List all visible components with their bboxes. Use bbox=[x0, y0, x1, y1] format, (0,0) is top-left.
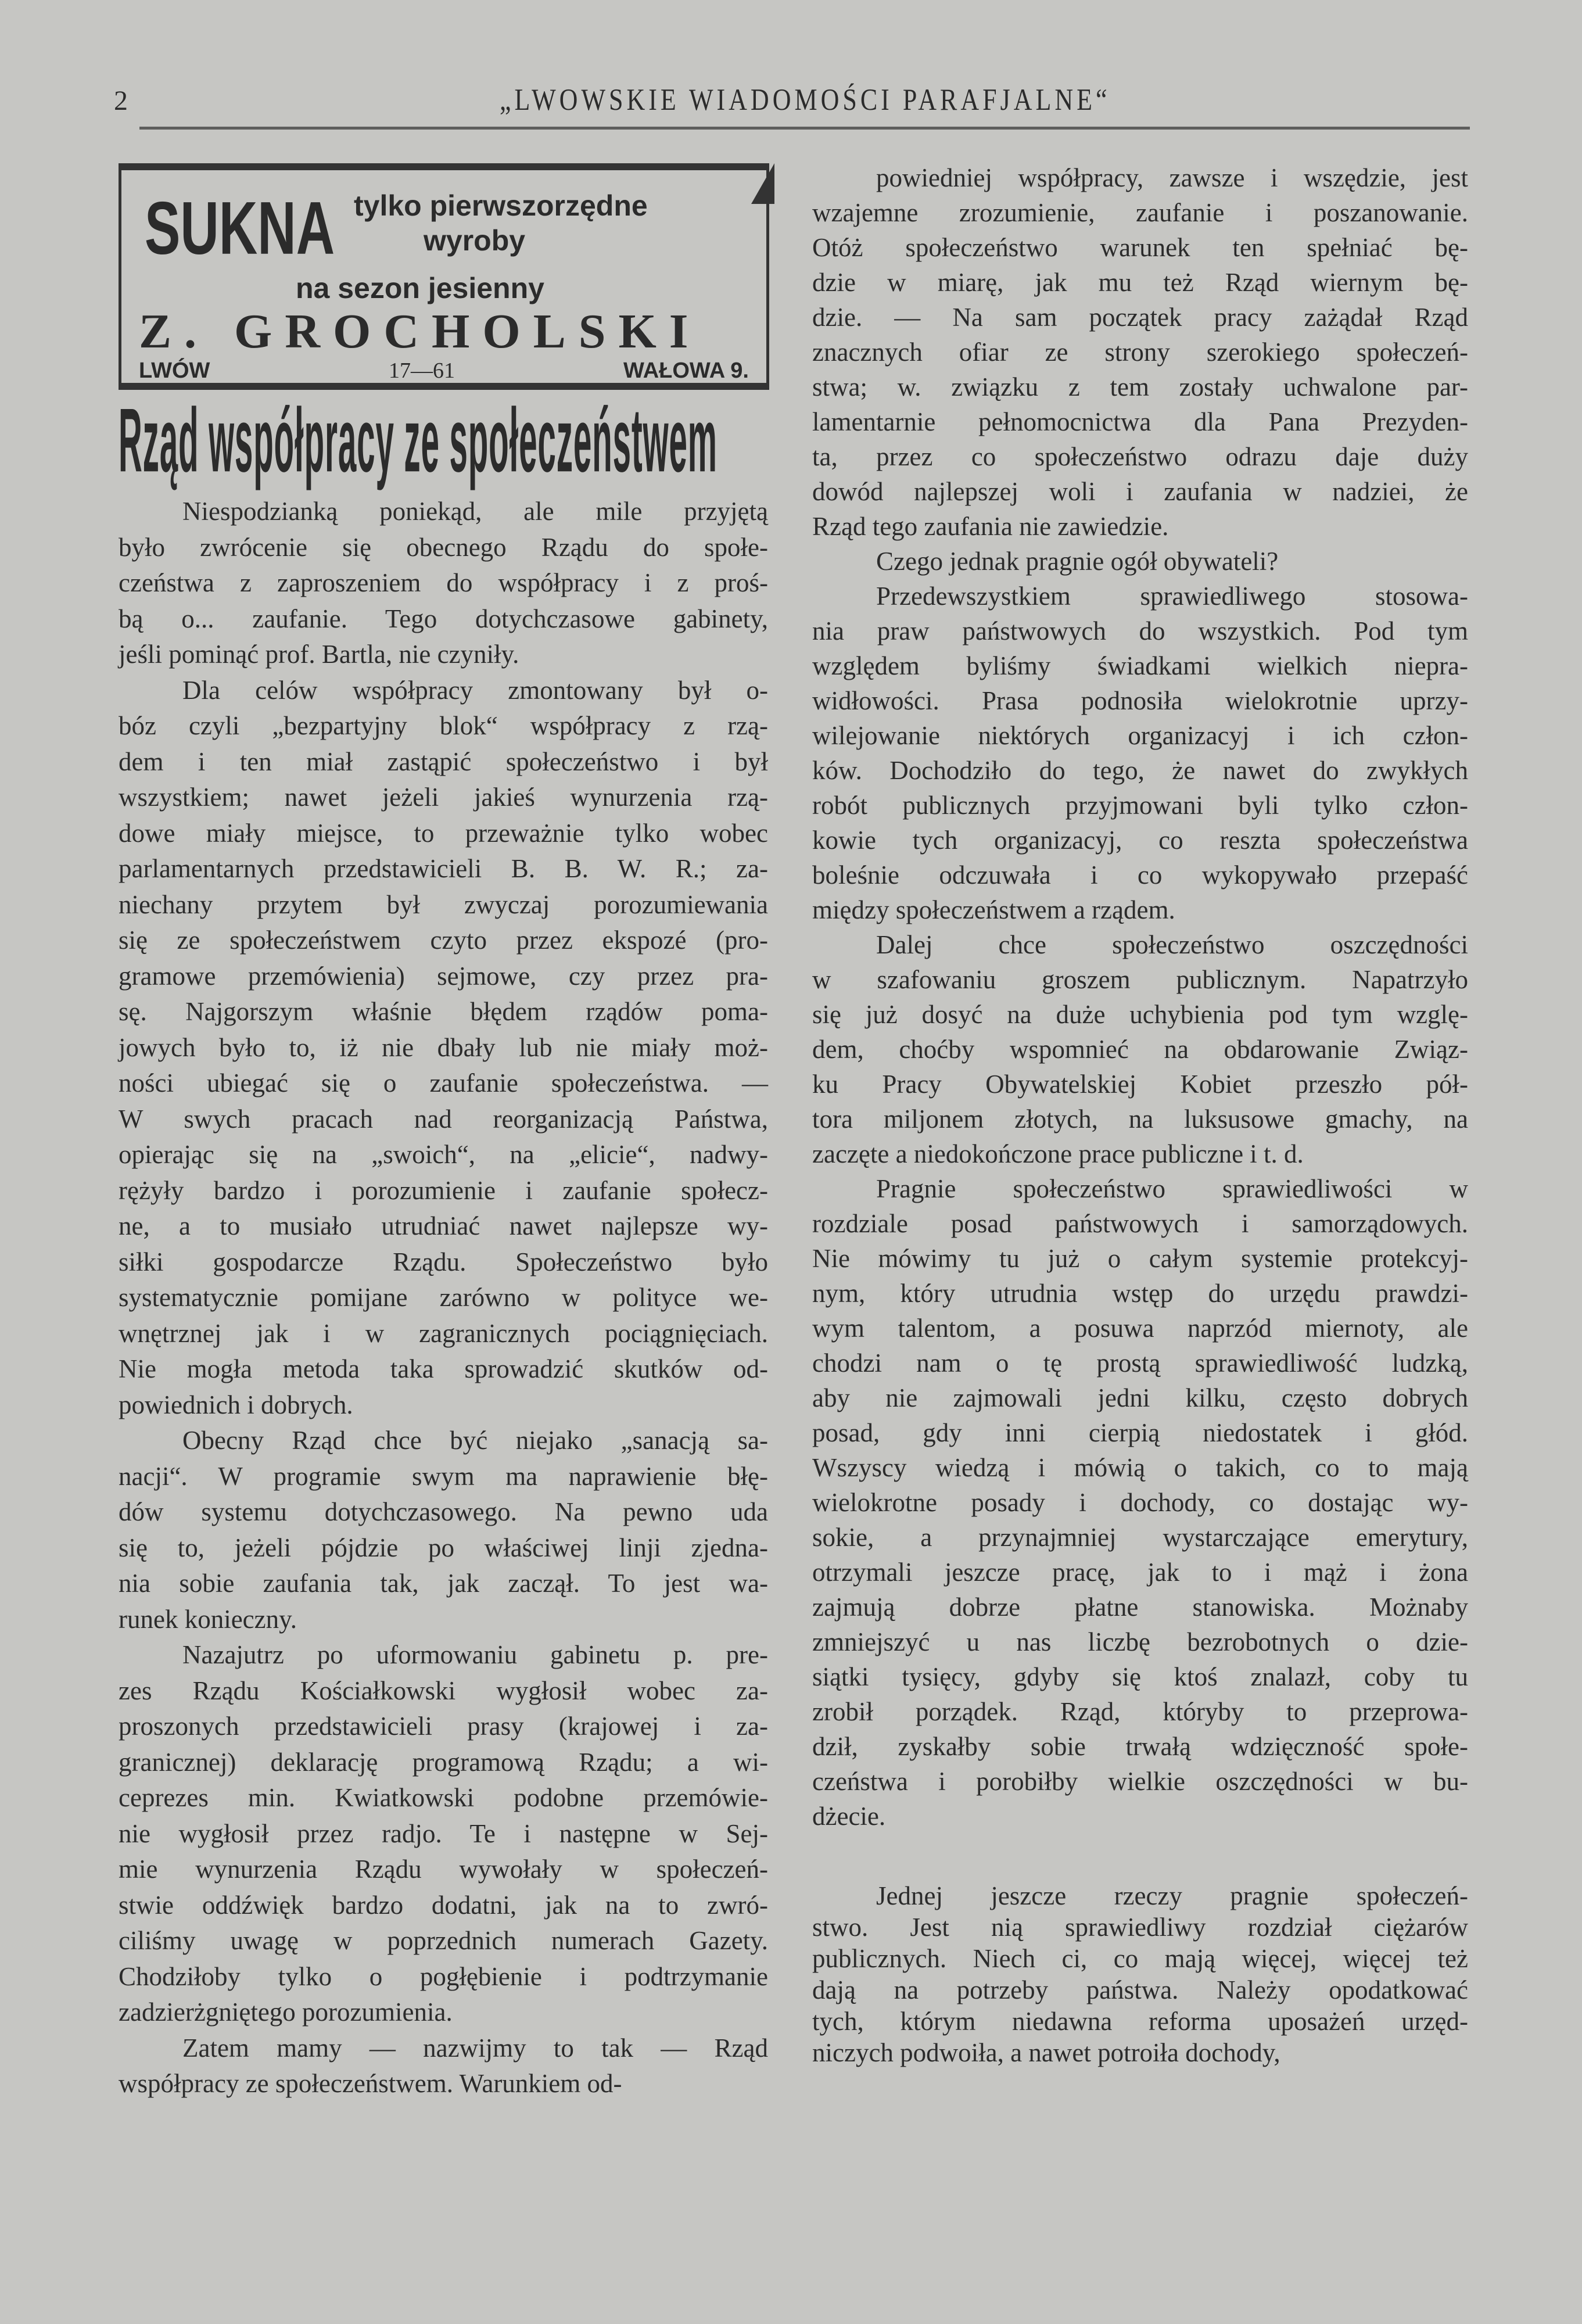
text-line: otrzymali jeszcze pracę, jak to i mąż i żona bbox=[812, 1558, 1468, 1587]
text-line: współpracy ze społeczeństwem. Warunkiem od- bbox=[119, 2069, 622, 2098]
text-line: dowe miały miejsce, to przeważnie tylko wobec bbox=[119, 818, 768, 848]
text-line: jeśli pominąć prof. Bartla, nie czyniły. bbox=[119, 640, 519, 669]
text-line: Nie mogła metoda taka sprowadzić skutków od- bbox=[119, 1354, 768, 1383]
text-line: Zatem mamy — nazwijmy to tak — Rząd bbox=[182, 2033, 768, 2063]
paragraph bbox=[812, 579, 1468, 927]
text-line: Nazajutrz po uformowaniu gabinetu p. pre- bbox=[182, 1640, 768, 1669]
text-line: Jednej jeszcze rzeczy pragnie społeczeń- bbox=[876, 1881, 1468, 1910]
text-line: gramowe przemówienia) sejmowe, czy przez pra- bbox=[119, 961, 768, 991]
text-line: lamentarnie pełnomocnictwa dla Pana Prezyden- bbox=[812, 407, 1468, 436]
ad-address: WAŁOWA 9. bbox=[623, 358, 749, 383]
paragraph bbox=[812, 1880, 1468, 2068]
text-line: wnętrznej jak i w zagranicznych pociągnięciach. bbox=[119, 1318, 768, 1348]
text-line: bóz czyli „bezpartyjny blok“ współpracy z rzą- bbox=[119, 711, 768, 740]
text-line: ne, a to musiało utrudniać nawet najlepsze wy- bbox=[119, 1211, 768, 1240]
text-line: nacji“. W programie swym ma naprawienie błę- bbox=[119, 1461, 768, 1491]
text-line: Przedewszystkiem sprawiedliwego stosowa- bbox=[876, 582, 1468, 611]
text-line: dził, zyskałby sobie trwałą wdzięczność społe- bbox=[812, 1732, 1468, 1761]
text-line: opierając się na „swoich“, na „elicie“, nadwy- bbox=[119, 1140, 768, 1169]
paragraph bbox=[119, 673, 768, 1423]
text-line: Pragnie społeczeństwo sprawiedliwości w bbox=[876, 1174, 1468, 1203]
text-line: publicznych. Niech ci, co mają więcej, więcej też bbox=[812, 1944, 1468, 1973]
text-line: Czego jednak pragnie ogół obywateli? bbox=[876, 547, 1279, 576]
text-line: parlamentarnych przedstawicieli B. B. W. R.; za- bbox=[119, 854, 768, 883]
text-line: Chodziłoby tylko o pogłębienie i podtrzymanie bbox=[119, 1961, 768, 1991]
text-line: rężyły bardzo i porozumienie i zaufanie społecz- bbox=[119, 1175, 768, 1205]
text-line: aby nie zajmowali jedni kilku, często dobrych bbox=[812, 1383, 1468, 1412]
paragraph bbox=[812, 160, 1468, 544]
text-line: w szafowaniu groszem publicznym. Napatrzyło bbox=[812, 965, 1468, 994]
text-line: tych, którym niedawna reforma uposażeń urzęd- bbox=[812, 2007, 1468, 2036]
text-line: nie wygłosił przez radjo. Te i następne w Sej- bbox=[119, 1819, 768, 1848]
text-line: granicznej) deklarację programową Rządu; a wi- bbox=[119, 1747, 768, 1777]
text-line: wszystkiem; nawet jeżeli jakieś wynurzenia rzą- bbox=[119, 783, 768, 812]
text-line: względem byliśmy świadkami wielkich niepra- bbox=[812, 651, 1468, 680]
text-line: powiednich i dobrych. bbox=[119, 1390, 353, 1419]
text-line: Dalej chce społeczeństwo oszczędności bbox=[876, 930, 1468, 959]
text-line: Wszyscy wiedzą i mówią o takich, co to mają bbox=[812, 1453, 1468, 1482]
text-line: sokie, a przynajmniej wystarczające emerytury, bbox=[812, 1523, 1468, 1552]
text-line: kowie tych organizacyj, co reszta społeczeństwa bbox=[812, 826, 1468, 855]
text-line: Otóż społeczeństwo warunek ten spełniać bę- bbox=[812, 233, 1468, 262]
text-line: zaczęte a niedokończone prace publiczne i t. d. bbox=[812, 1139, 1304, 1168]
text-line: znacznych ofiar ze strony szerokiego społeczeń- bbox=[812, 338, 1468, 367]
paragraph bbox=[119, 494, 768, 673]
text-line: ceprezes min. Kwiatkowski podobne przemówie- bbox=[119, 1783, 768, 1812]
text-line: posad, gdy inni cierpią niedostatek i głód. bbox=[812, 1418, 1468, 1447]
text-line: widłowości. Prasa podnosiła wielokrotnie uprzy- bbox=[812, 686, 1468, 715]
text-line: Dla celów współpracy zmontowany był o- bbox=[182, 675, 768, 705]
text-line: dowód najlepszej woli i zaufania w nadziei, że bbox=[812, 477, 1468, 506]
text-line: chodzi nam o tę prostą sprawiedliwość ludzką, bbox=[812, 1349, 1468, 1378]
text-line: się ze społeczeństwem czyto przez ekspozé (pro- bbox=[119, 926, 768, 955]
text-line: dzie w miarę, jak mu też Rząd wiernym bę- bbox=[812, 268, 1468, 297]
paragraph bbox=[119, 1637, 768, 2031]
newspaper-title: „LWOWSKIE WIADOMOŚCI PARAFJALNE“ bbox=[500, 83, 1111, 117]
corner-triangle-ornament bbox=[751, 163, 774, 204]
text-line: jowych było to, iż nie dbały lub nie miały moż- bbox=[119, 1032, 768, 1062]
text-line: wilejowanie niektórych organizacyj i ich człon- bbox=[812, 721, 1468, 750]
article-right-column bbox=[812, 160, 1468, 2068]
text-line: Rząd tego zaufania nie zawiedzie. bbox=[812, 512, 1169, 541]
text-line: Nie mówimy tu już o całym systemie protekcyj- bbox=[812, 1244, 1468, 1273]
text-line: tora miljonem złotych, na luksusowe gmachy, na bbox=[812, 1104, 1468, 1134]
text-line: ta, przez co społeczeństwo odrazu daje duży bbox=[812, 442, 1468, 471]
text-line: robót publicznych przyjmowani byli tylko człon- bbox=[812, 791, 1468, 820]
text-line: stwo. Jest nią sprawiedliwy rozdział ciężarów bbox=[812, 1913, 1468, 1942]
article-headline: Rząd współpracy ze społeczeństwem bbox=[119, 389, 718, 492]
text-line: proszonych przedstawicieli prasy (krajowej i za- bbox=[119, 1712, 768, 1741]
advertisement-box bbox=[119, 163, 769, 390]
text-line: dów systemu dotychczasowego. Na pewno uda bbox=[119, 1497, 768, 1526]
text-line: między społeczeństwem a rządem. bbox=[812, 895, 1175, 924]
text-line: Niespodzianką poniekąd, ale mile przyjętą bbox=[182, 497, 768, 526]
article-left-column bbox=[119, 494, 768, 2102]
text-line: zes Rządu Kościałkowski wygłosił wobec za- bbox=[119, 1676, 768, 1705]
text-line: wzajemne zrozumienie, zaufanie i poszanowanie. bbox=[812, 198, 1468, 227]
text-line: rozdziale posad państwowych i samorządowych. bbox=[812, 1209, 1468, 1238]
ad-tagline-2: wyroby bbox=[424, 224, 526, 257]
header-rule bbox=[139, 127, 1470, 130]
text-line: dem i ten miał zastąpić społeczeństwo i był bbox=[119, 747, 768, 776]
page-number: 2 bbox=[114, 85, 128, 116]
text-line: boleśnie odczuwała i co wykopywało przepaść bbox=[812, 860, 1468, 890]
paragraph bbox=[812, 544, 1468, 579]
text-line: ków. Dochodziło do tego, że nawet do zwykłych bbox=[812, 756, 1468, 785]
text-line: nia praw państwowych do wszystkich. Pod tym bbox=[812, 616, 1468, 645]
text-line: systematycznie pomijane zarówno w polityce we- bbox=[119, 1283, 768, 1312]
ad-phone: 17—61 bbox=[389, 358, 455, 383]
text-line: mie wynurzenia Rządu wywołały w społeczeń- bbox=[119, 1855, 768, 1884]
text-line: się już dosyć na duże uchybienia pod tym wzglę- bbox=[812, 1000, 1468, 1029]
text-line: dżecie. bbox=[812, 1802, 886, 1831]
text-line: Obecny Rząd chce być niejako „sanacją sa- bbox=[182, 1426, 768, 1455]
text-line: dają na potrzeby państwa. Należy opodatkować bbox=[812, 1975, 1468, 2004]
text-line: było zwrócenie się obecnego Rządu do społe- bbox=[119, 532, 768, 562]
text-line: niechany przytem był zwyczaj porozumiewania bbox=[119, 890, 768, 919]
text-line: niczych podwoiła, a nawet potroiła dochody, bbox=[812, 2038, 1280, 2067]
text-line: nym, który utrudnia wstęp do urzędu prawdzi- bbox=[812, 1279, 1468, 1308]
text-line: bą o... zaufanie. Tego dotychczasowe gabinety, bbox=[119, 604, 768, 633]
text-line: zrobił porządek. Rząd, któryby to przeprowa- bbox=[812, 1697, 1468, 1726]
text-line: dzie. — Na sam początek pracy zażądał Rząd bbox=[812, 303, 1468, 332]
paragraph bbox=[812, 1171, 1468, 1834]
text-line: czeństwa z zaproszeniem do współpracy i z proś- bbox=[119, 568, 768, 597]
text-line: zajmują dobrze płatne stanowiska. Możnaby bbox=[812, 1593, 1468, 1622]
text-line: W swych pracach nad reorganizacją Państwa, bbox=[119, 1104, 768, 1134]
text-line: ku Pracy Obywatelskiej Kobiet przeszło pół- bbox=[812, 1070, 1468, 1099]
text-line: zmniejszyć u nas liczbę bezrobotnych o dzie- bbox=[812, 1627, 1468, 1656]
text-line: nia sobie zaufania tak, jak zaczął. To jest wa- bbox=[119, 1569, 768, 1598]
text-line: czeństwa i porobiłby wielkie oszczędności w bu- bbox=[812, 1767, 1468, 1796]
text-line: siątki tysięcy, gdyby się ktoś znalazł, coby tu bbox=[812, 1662, 1468, 1691]
paragraph bbox=[119, 2031, 768, 2102]
text-line: ciliśmy uwagę w poprzednich numerach Gazety. bbox=[119, 1926, 768, 1955]
text-line: się to, jeżeli pójdzie po właściwej linji zjedna- bbox=[119, 1533, 768, 1562]
ad-brand: SUKNA bbox=[145, 187, 335, 270]
text-line: runek konieczny. bbox=[119, 1604, 297, 1634]
text-line: zadzierżgniętego porozumienia. bbox=[119, 1997, 453, 2027]
text-line: stwa; w. związku z tem zostały uchwalone par- bbox=[812, 372, 1468, 401]
text-line: ności ubiegać się o zaufanie społeczeństwa. — bbox=[119, 1068, 768, 1098]
ad-city: LWÓW bbox=[139, 358, 210, 383]
ad-merchant-name: Z. GROCHOLSKI bbox=[139, 304, 701, 358]
ad-season: na sezon jesienny bbox=[296, 272, 544, 304]
text-line: powiedniej współpracy, zawsze i wszędzie, jest bbox=[876, 163, 1468, 192]
ad-tagline: tylko pierwszorzędne bbox=[354, 189, 648, 222]
text-line: siłki gospodarcze Rządu. Społeczeństwo było bbox=[119, 1247, 768, 1276]
text-line: stwie oddźwięk bardzo dodatni, jak na to zwró- bbox=[119, 1890, 768, 1920]
paragraph bbox=[812, 927, 1468, 1171]
text-line: sę. Najgorszym właśnie błędem rządów poma- bbox=[119, 997, 768, 1026]
text-line: wielokrotne posady i dochody, co dostając wy- bbox=[812, 1488, 1468, 1517]
text-line: dem, choćby wspomnieć na obdarowanie Związ- bbox=[812, 1035, 1468, 1064]
text-line: wym talentom, a posuwa naprzód miernoty, ale bbox=[812, 1314, 1468, 1343]
paragraph bbox=[119, 1423, 768, 1637]
